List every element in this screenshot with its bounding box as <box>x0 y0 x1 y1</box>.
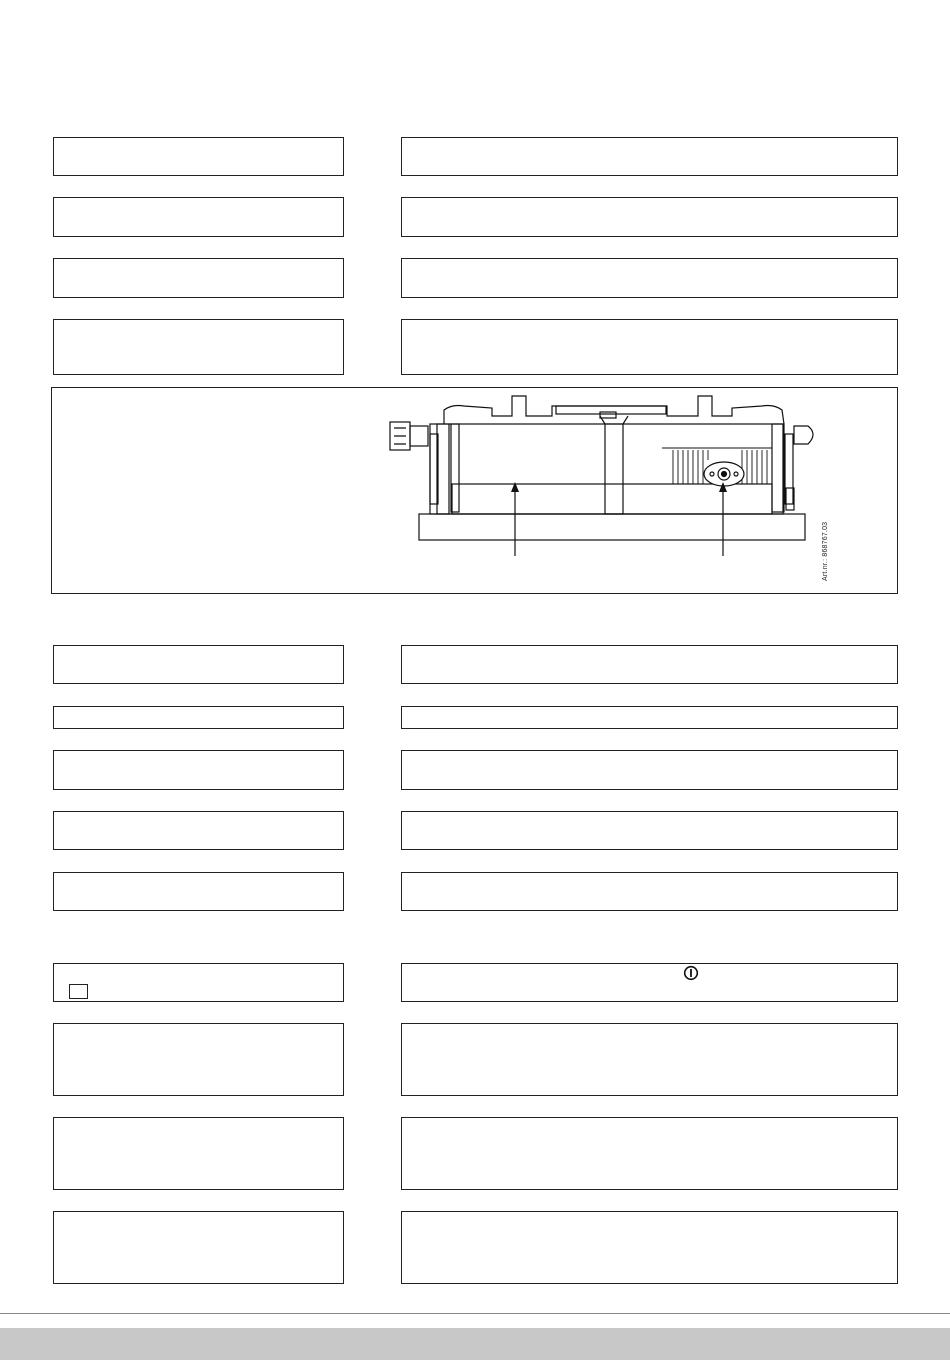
left-box-13 <box>53 1211 344 1284</box>
figure-frame <box>51 387 898 594</box>
right-box-13 <box>401 1211 898 1284</box>
left-box-7 <box>53 750 344 790</box>
right-box-9 <box>401 872 898 911</box>
left-box-5 <box>53 645 344 684</box>
left-box-6 <box>53 706 344 729</box>
left-box-8 <box>53 811 344 850</box>
right-box-6 <box>401 706 898 729</box>
checkbox[interactable] <box>69 984 88 999</box>
right-box-5 <box>401 645 898 684</box>
left-box-12 <box>53 1117 344 1190</box>
right-box-2 <box>401 197 898 237</box>
left-box-10 <box>53 963 344 1002</box>
left-box-1 <box>53 137 344 176</box>
right-box-10 <box>401 963 898 1002</box>
footer-bar <box>0 1328 950 1360</box>
right-box-3 <box>401 258 898 298</box>
right-box-4 <box>401 319 898 375</box>
left-box-11 <box>53 1023 344 1096</box>
right-box-12 <box>401 1117 898 1190</box>
art-number: Art.nr.: 868767.03 <box>822 521 829 581</box>
power-info-icon <box>683 965 699 981</box>
footer-divider <box>0 1313 950 1314</box>
left-box-4 <box>53 319 344 375</box>
left-box-9 <box>53 872 344 911</box>
device-drawing <box>52 388 899 595</box>
left-box-2 <box>53 197 344 237</box>
left-box-3 <box>53 258 344 298</box>
right-box-11 <box>401 1023 898 1096</box>
right-box-7 <box>401 750 898 790</box>
right-box-8 <box>401 811 898 850</box>
right-box-1 <box>401 137 898 176</box>
